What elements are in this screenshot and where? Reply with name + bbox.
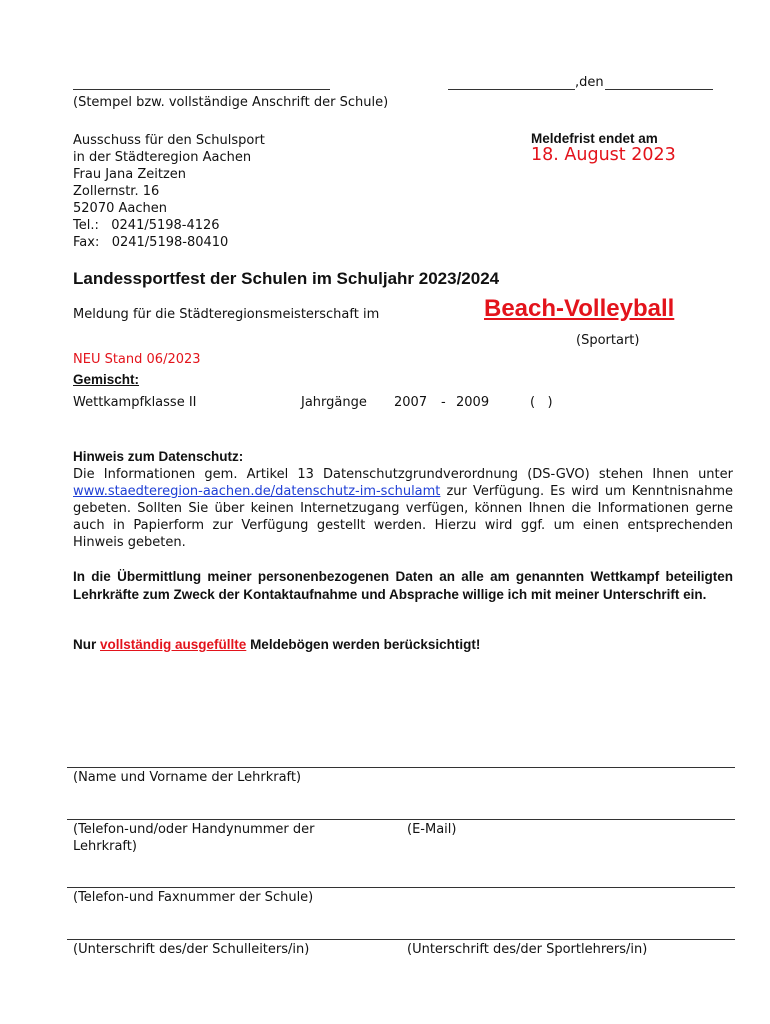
teacher-phone-caption: (Telefon-und/oder Handynummer der Lehrkraft) [73, 822, 315, 854]
privacy-text-1: Die Informationen gem. Artikel 13 Datenschutzgrundverordnung (DS-GVO) stehen Ihnen unter [73, 467, 733, 482]
page-title: Landessportfest der Schulen im Schuljahr 2023/2024 [73, 269, 500, 288]
teacher-phone-line[interactable] [67, 819, 735, 820]
years-label: Jahrgänge [301, 395, 367, 410]
notice-highlight: vollständig ausgefüllte [100, 637, 247, 652]
address-line: Ausschuss für den Schulsport [73, 133, 265, 148]
place-line[interactable] [448, 89, 575, 90]
address-line: Frau Jana Zeitzen [73, 167, 187, 182]
sports-teacher-signature-caption: (Unterschrift des/der Sportlehrers/in) [407, 942, 648, 957]
privacy-text [73, 466, 733, 551]
status-text: NEU Stand 06/2023 [73, 352, 201, 367]
address-line: Fax: 0241/5198-80410 [73, 235, 229, 250]
stamp-line[interactable] [73, 89, 330, 90]
address-line: in der Städteregion Aachen [73, 150, 252, 165]
date-prefix: ,den [575, 75, 604, 90]
address-line: 52070 Aachen [73, 201, 167, 216]
signature-line[interactable] [67, 939, 735, 940]
stamp-caption: (Stempel bzw. vollständige Anschrift der Schule) [73, 95, 389, 110]
sport-name: Beach-Volleyball [484, 295, 675, 322]
years-from: 2007 [394, 395, 428, 410]
school-phone-line[interactable] [67, 887, 735, 888]
email-caption: (E-Mail) [407, 822, 457, 837]
privacy-link[interactable]: www.staedteregion-aachen.de/datenschutz-im-schulamt [73, 484, 441, 499]
recipient-address [73, 132, 265, 251]
deadline-date: 18. August 2023 [531, 145, 676, 165]
principal-signature-caption: (Unterschrift des/der Schulleiters/in) [73, 942, 310, 957]
consent-text: In die Übermittlung meiner personenbezogenen Daten an alle am genannten Wettkampf beteiligten Lehrkräfte zum Zweck der Kontaktaufnahme und Absprache willige ich mit meiner Unterschrift ein. [73, 569, 733, 602]
privacy-text-2: zur Verfügung. Es wird um Kenntnisnahme gebeten. Sollten Sie über keinen Internetzugang verfügen, können Ihnen die Informationen gerne auch in Papierform zur Verfügung gestellt werden. Hierzu wird ggf. um einen entsprechenden Hinweis gebeten. [73, 484, 733, 550]
years-to: 2009 [456, 395, 490, 410]
teacher-name-line[interactable] [67, 767, 735, 768]
school-phone-caption: (Telefon-und Faxnummer der Schule) [73, 890, 314, 905]
notice-suffix: Meldebögen werden berücksichtigt! [250, 637, 481, 652]
notice-prefix: Nur [73, 637, 97, 652]
registration-text: Meldung für die Städteregionsmeisterschaft im [73, 307, 380, 322]
privacy-heading: Hinweis zum Datenschutz: [73, 449, 244, 464]
address-line: Tel.: 0241/5198-4126 [73, 218, 220, 233]
years-dash: - [441, 395, 446, 410]
address-line: Zollernstr. 16 [73, 184, 160, 199]
teacher-name-caption: (Name und Vorname der Lehrkraft) [73, 770, 302, 785]
category-label: Gemischt: [73, 372, 140, 387]
category-checkbox[interactable]: ( ) [530, 395, 553, 410]
date-line[interactable] [605, 89, 713, 90]
deadline-label: Meldefrist endet am [531, 131, 658, 146]
sport-caption: (Sportart) [576, 333, 640, 348]
competition-class: Wettkampfklasse II [73, 395, 197, 410]
notice-text [73, 637, 480, 652]
